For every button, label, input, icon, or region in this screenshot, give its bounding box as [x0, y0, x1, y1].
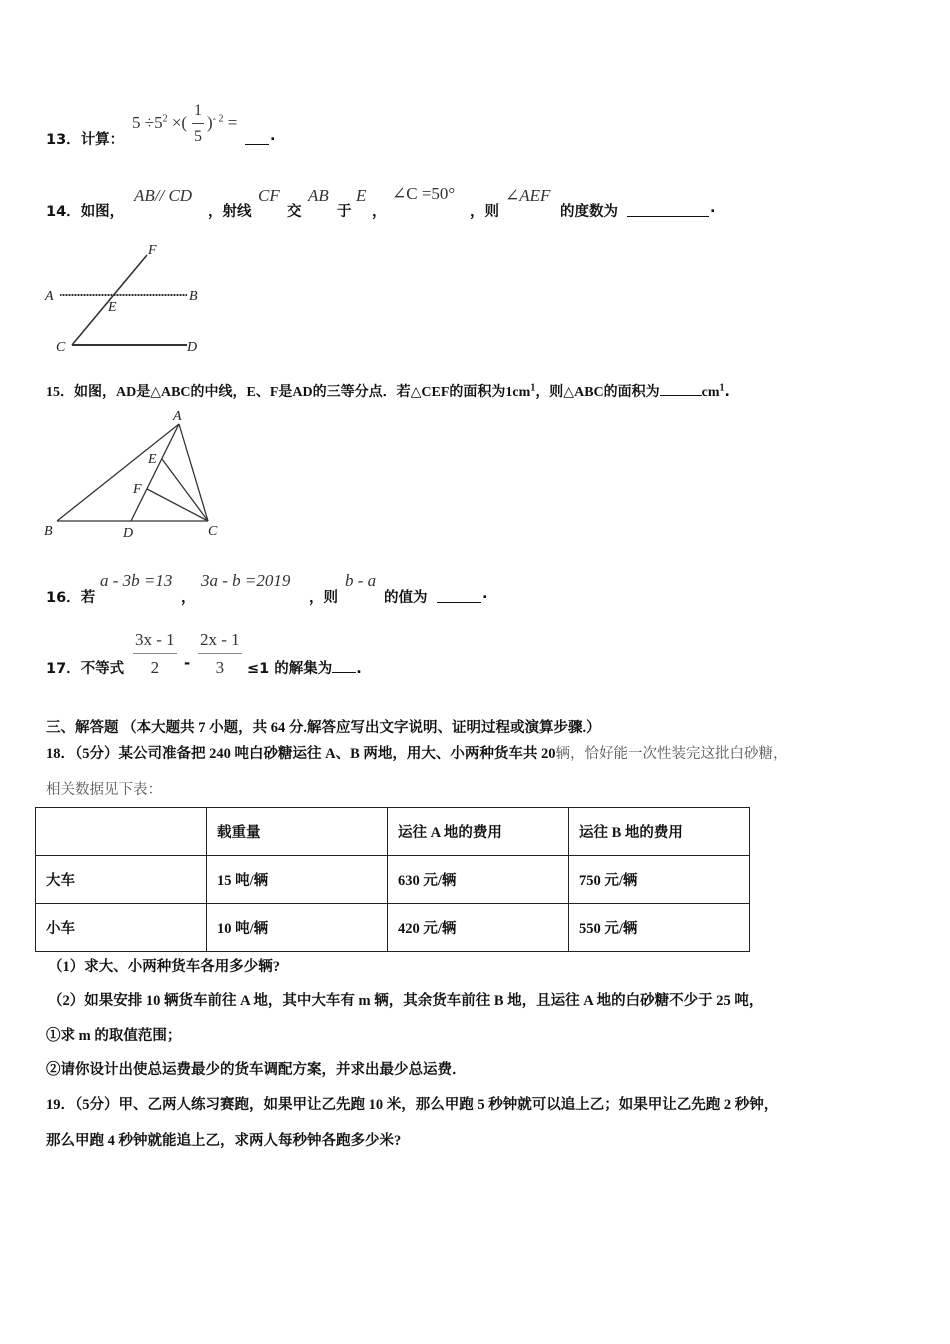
period: .	[270, 128, 276, 144]
question-15	[46, 381, 730, 401]
table-cell: 420 元/辆	[388, 904, 569, 952]
text: ，则	[309, 590, 338, 606]
question-14	[46, 200, 124, 221]
table-header-cell: 运往 A 地的费用	[388, 808, 569, 856]
fraction-1	[133, 630, 177, 678]
math-expression: ∠AEF	[505, 186, 551, 205]
expr-part: )	[207, 113, 213, 132]
label-d: D	[187, 340, 198, 355]
table-header-row	[36, 808, 750, 856]
question-19-line1: 19．（5分）甲、乙两人练习赛跑，如果甲让乙先跑 10 米，那么甲跑 5 秒钟就可以追上乙；如果甲让乙先跑 2 秒钟，	[46, 1097, 779, 1113]
exponent: - 2	[212, 113, 224, 125]
question-number: 17．	[46, 661, 81, 677]
period: .	[710, 200, 716, 216]
label-a: A	[45, 289, 54, 304]
label-c: C	[208, 524, 218, 539]
label-f: F	[148, 243, 157, 258]
segment-cf	[147, 489, 208, 521]
text: 的值为	[384, 590, 428, 606]
question-13	[46, 128, 124, 149]
label-d: D	[123, 526, 134, 541]
q13-expression	[132, 113, 187, 133]
label-e: E	[148, 452, 157, 467]
side-ab	[57, 424, 179, 521]
text: 的度数为	[560, 204, 618, 220]
math-expression: AB	[308, 186, 329, 205]
fraction-2	[198, 630, 242, 678]
math-expression: E	[356, 186, 367, 205]
side-ac	[179, 424, 208, 521]
sub-question-2a: ①求 m 的取值范围；	[46, 1028, 182, 1044]
table-cell: 550 元/辆	[569, 904, 750, 952]
answer-blank	[627, 216, 709, 217]
fraction-denominator: 5	[194, 128, 202, 145]
question-number: 14．	[46, 204, 81, 220]
table-cell: 大车	[36, 856, 207, 904]
section-heading: 三、解答题 （本大题共 7 小题，共 64 分.解答应写出文字说明、证明过程或演算步骤.）	[46, 720, 601, 736]
text: 如图，	[80, 204, 125, 220]
label-b: B	[189, 289, 198, 304]
text: ，	[372, 204, 387, 220]
table-header-cell: 运往 B 地的费用	[569, 808, 750, 856]
question-number: 13．	[46, 132, 81, 148]
question-18-line1	[46, 742, 788, 763]
sub-question-2: （2）如果安排 10 辆货车前往 A 地，其中大车有 m 辆，其余货车前往 B 地，且运往 A 地的白砂糖不少于 25 吨，	[48, 993, 764, 1009]
figure-triangle	[40, 405, 240, 545]
table-row	[36, 904, 750, 952]
question-number: 16．	[46, 590, 81, 606]
table-header-cell: 载重量	[207, 808, 388, 856]
table-cell: 10 吨/辆	[207, 904, 388, 952]
label-f: F	[133, 482, 142, 497]
minus-sign: -	[184, 654, 191, 672]
math-expression: 3a - b =2019	[201, 571, 291, 590]
sub-question-1: （1）求大、小两种货车各用多少辆?	[48, 959, 280, 975]
text: 若	[80, 590, 96, 606]
text: ，射线	[208, 204, 252, 220]
sub-question-2b: ②请你设计出使总运费最少的货车调配方案，并求出最少总运费．	[46, 1062, 467, 1078]
label-c: C	[56, 340, 66, 355]
text: ，则△ABC的面积为	[535, 385, 660, 400]
data-table	[35, 807, 750, 952]
math-expression: b - a	[345, 571, 377, 590]
superscript: 1	[530, 382, 536, 394]
math-expression: AB// CD	[134, 186, 193, 205]
table-cell: 750 元/辆	[569, 856, 750, 904]
unit: cm	[701, 385, 720, 400]
expr-part: ×(	[167, 113, 188, 132]
fraction-numerator: 1	[192, 102, 204, 124]
question-18-line2: 相关数据见下表：	[46, 782, 162, 798]
expr-part: =	[223, 113, 238, 132]
label-e: E	[108, 300, 117, 315]
text: 不等式	[80, 661, 125, 677]
question-label: 计算：	[80, 132, 125, 148]
label-a: A	[173, 409, 182, 424]
text: ，	[181, 590, 196, 606]
question-16	[46, 586, 95, 607]
q17-tail	[247, 657, 362, 678]
text: 18．（5分）某公司准备把 240 吨白砂糖运往 A、B 两地，用大、小两种货车共 20	[46, 746, 556, 762]
exponent: 2	[162, 113, 168, 125]
question-19-line2: 那么甲跑 4 秒钟就能追上乙，求两人每秒钟各跑多少米?	[46, 1133, 402, 1149]
period: .	[356, 661, 362, 677]
text: ≤1 的解集为	[247, 661, 333, 677]
period: .	[724, 384, 730, 400]
segment-ce	[162, 459, 208, 521]
math-expression: ∠C =50°	[392, 184, 456, 203]
fraction-denominator: 3	[215, 658, 225, 677]
text: 辆，恰好能一次性装完这批白砂糖，	[555, 746, 788, 762]
fraction-numerator: 2x - 1	[198, 630, 242, 654]
answer-blank	[660, 394, 702, 396]
question-17	[46, 657, 124, 678]
answer-blank	[437, 602, 481, 603]
math-expression: CF	[258, 186, 280, 205]
fraction-denominator: 2	[150, 658, 160, 677]
text: 15．如图，AD是△ABC的中线，E、F是AD的三等分点．若△CEF的面积为1cm	[46, 385, 531, 400]
q13-fraction	[192, 102, 204, 146]
table-cell: 630 元/辆	[388, 856, 569, 904]
text: 于	[337, 204, 352, 220]
table-cell: 小车	[36, 904, 207, 952]
figure-parallel-lines	[40, 238, 220, 360]
answer-blank	[332, 671, 356, 673]
fraction-numerator: 3x - 1	[133, 630, 177, 654]
text: 交	[287, 204, 302, 220]
table-row	[36, 856, 750, 904]
period: .	[482, 586, 488, 602]
expr-part: 5 ÷5	[132, 113, 163, 132]
superscript: 1	[719, 382, 725, 394]
q13-expression-tail	[207, 113, 237, 133]
text: ，则	[470, 204, 499, 220]
label-b: B	[44, 524, 53, 539]
table-header-cell	[36, 808, 207, 856]
table-cell: 15 吨/辆	[207, 856, 388, 904]
answer-blank	[245, 144, 269, 145]
math-expression: a - 3b =13	[100, 571, 173, 590]
